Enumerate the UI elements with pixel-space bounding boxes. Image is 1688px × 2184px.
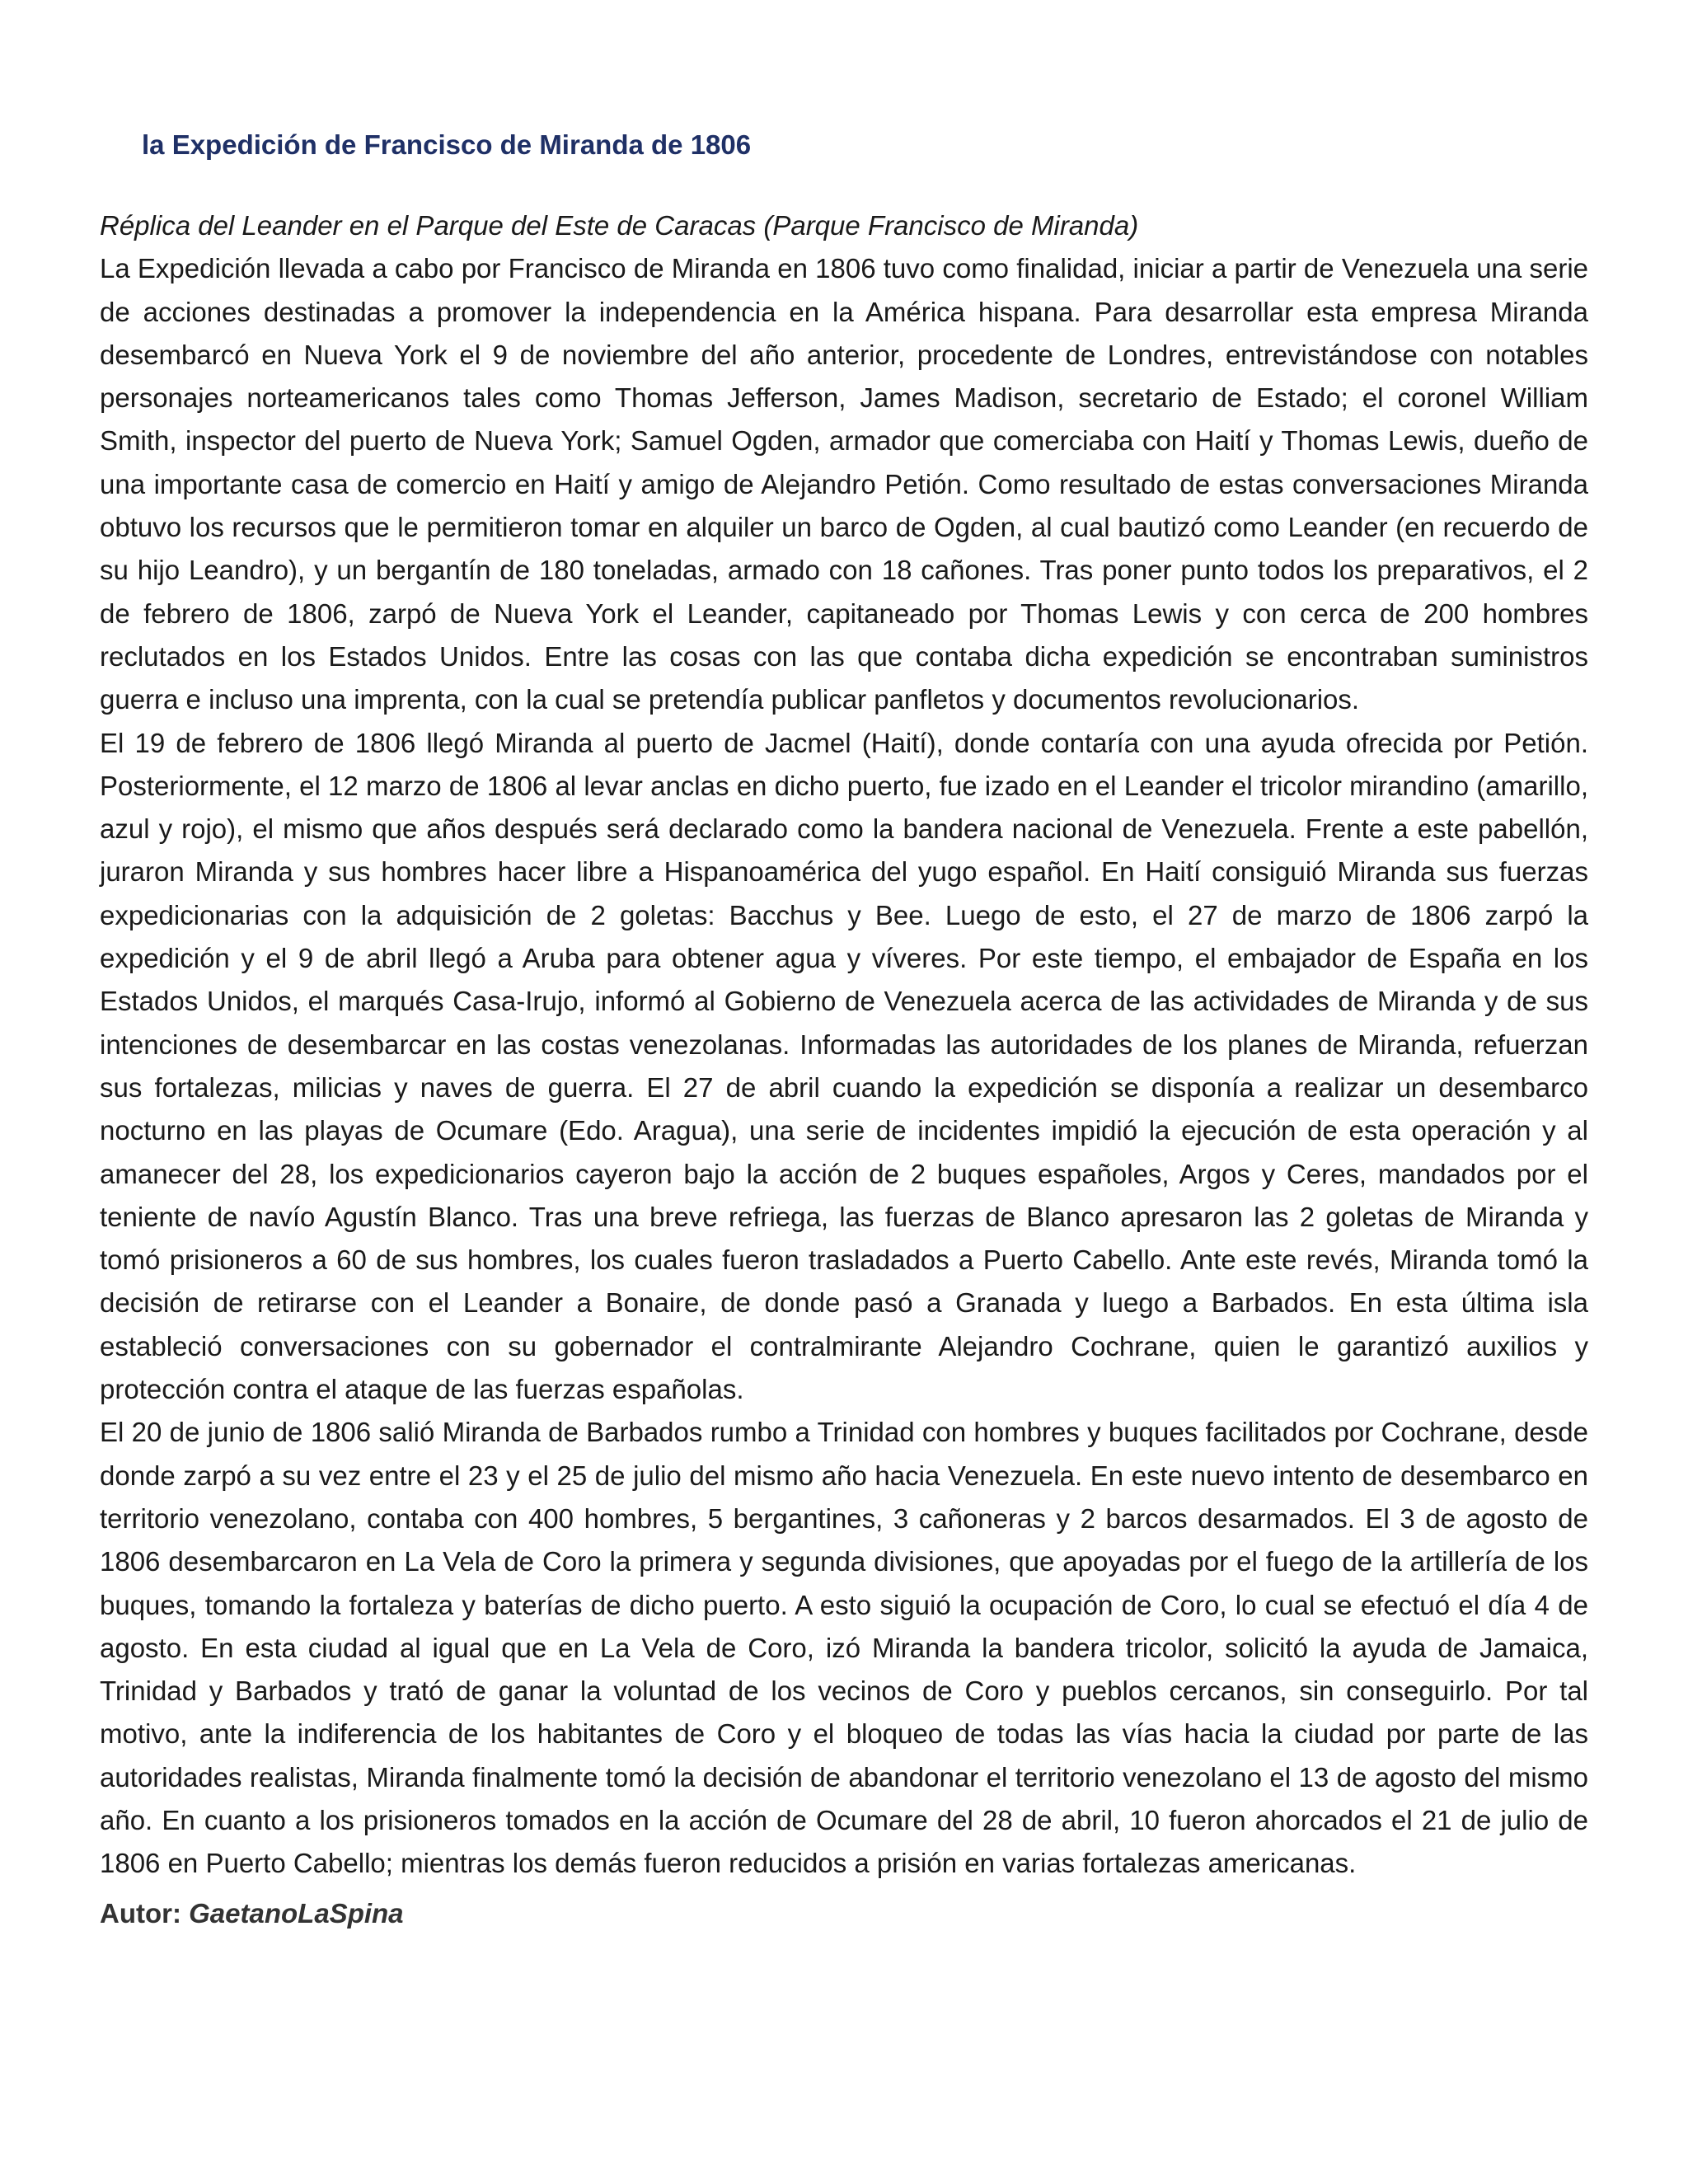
paragraph-3: El 20 de junio de 1806 salió Miranda de Barbados rumbo a Trinidad con hombres y buques facilitados por Cochrane, desde donde zarpó a su vez entre el 23 y el 25 de julio del mismo año hacia Venezuela. En este nuevo intento de desembarco en territorio venezolano, contaba con 400 hombres, 5 bergantines, 3 cañoneras y 2 barcos desarmados. El 3 de agosto de 1806 desembarcaron en La Vela de Coro la primera y segunda divisiones, que apoyadas por el fuego de la artillería de los buques, tomando la fortaleza y baterías de dicho puerto. A esto siguió la ocupación de Coro, lo cual se efectuó el día 4 de agosto. En esta ciudad al igual que en La Vela de Coro, izó Miranda la bandera tricolor, solicitó la ayuda de Jamaica, Trinidad y Barbados y trató de ganar la voluntad de los vecinos de Coro y pueblos cercanos, sin conseguirlo. Por tal motivo, ante la indiferencia de los habitantes de Coro y el bloqueo de todas las vías hacia la ciudad por parte de las autoridades realistas, Miranda finalmente tomó la decisión de abandonar el territorio venezolano el 13 de agosto del mismo año. En cuanto a los prisioneros tomados en la acción de Ocumare del 28 de abril, 10 fueron ahorcados el 21 de julio de 1806 en Puerto Cabello; mientras los demás fueron reducidos a prisión en varias fortalezas americanas. bbox=[100, 1417, 1588, 1879]
image-caption: Réplica del Leander en el Parque del Este de Caracas (Parque Francisco de Miranda) bbox=[100, 210, 1139, 241]
author-line bbox=[100, 1892, 1588, 1935]
author-name: GaetanoLaSpina bbox=[189, 1897, 404, 1929]
paragraph-1: La Expedición llevada a cabo por Francisco de Miranda en 1806 tuvo como finalidad, iniciar a partir de Venezuela una serie de acciones destinadas a promover la independencia en la América hispana. Para desarrollar esta empresa Miranda desembarcó en Nueva York el 9 de noviembre del año anterior, procedente de Londres, entrevistándose con notables personajes norteamericanos tales como Thomas Jefferson, James Madison, secretario de Estado; el coronel William Smith, inspector del puerto de Nueva York; Samuel Ogden, armador que comerciaba con Haití y Thomas Lewis, dueño de una importante casa de comercio en Haití y amigo de Alejandro Petión. Como resultado de estas conversaciones Miranda obtuvo los recursos que le permitieron tomar en alquiler un barco de Ogden, al cual bautizó como Leander (en recuerdo de su hijo Leandro), y un bergantín de 180 toneladas, armado con 18 cañones. Tras poner punto todos los preparativos, el 2 de febrero de 1806, zarpó de Nueva York el Leander, capitaneado por Thomas Lewis y con cerca de 200 hombres reclutados en los Estados Unidos. Entre las cosas con las que contaba dicha expedición se encontraban suministros guerra e incluso una imprenta, con la cual se pretendía publicar panfletos y documentos revolucionarios. bbox=[100, 253, 1588, 715]
page-title: la Expedición de Francisco de Miranda de 1806 bbox=[142, 129, 752, 160]
author-label: Autor: bbox=[100, 1897, 181, 1929]
paragraph-2: El 19 de febrero de 1806 llegó Miranda al puerto de Jacmel (Haití), donde contaría con una ayuda ofrecida por Petión. Posteriormente, el 12 marzo de 1806 al levar anclas en dicho puerto, fue izado en el Leander el tricolor mirandino (amarillo, azul y rojo), el mismo que años después será declarado como la bandera nacional de Venezuela. Frente a este pabellón, juraron Miranda y sus hombres hacer libre a Hispanoamérica del yugo español. En Haití consiguió Miranda sus fuerzas expedicionarias con la adquisición de 2 goletas: Bacchus y Bee. Luego de esto, el 27 de marzo de 1806 zarpó la expedición y el 9 de abril llegó a Aruba para obtener agua y víveres. Por este tiempo, el embajador de España en los Estados Unidos, el marqués Casa-Irujo, informó al Gobierno de Venezuela acerca de las actividades de Miranda y de sus intenciones de desembarcar en las costas venezolanas. Informadas las autoridades de los planes de Miranda, refuerzan sus fortalezas, milicias y naves de guerra. El 27 de abril cuando la expedición se disponía a realizar un desembarco nocturno en las playas de Ocumare (Edo. Aragua), una serie de incidentes impidió la ejecución de esta operación y al amanecer del 28, los expedicionarios cayeron bajo la acción de 2 buques españoles, Argos y Ceres, mandados por el teniente de navío Agustín Blanco. Tras una breve refriega, las fuerzas de Blanco apresaron las 2 goletas de Miranda y tomó prisioneros a 60 de sus hombres, los cuales fueron trasladados a Puerto Cabello. Ante este revés, Miranda tomó la decisión de retirarse con el Leander a Bonaire, de donde pasó a Granada y luego a Barbados. En esta última isla estableció conversaciones con su gobernador el contralmirante Alejandro Cochrane, quien le garantizó auxilios y protección contra el ataque de las fuerzas españolas. bbox=[100, 727, 1588, 1405]
article-body bbox=[100, 204, 1588, 1935]
